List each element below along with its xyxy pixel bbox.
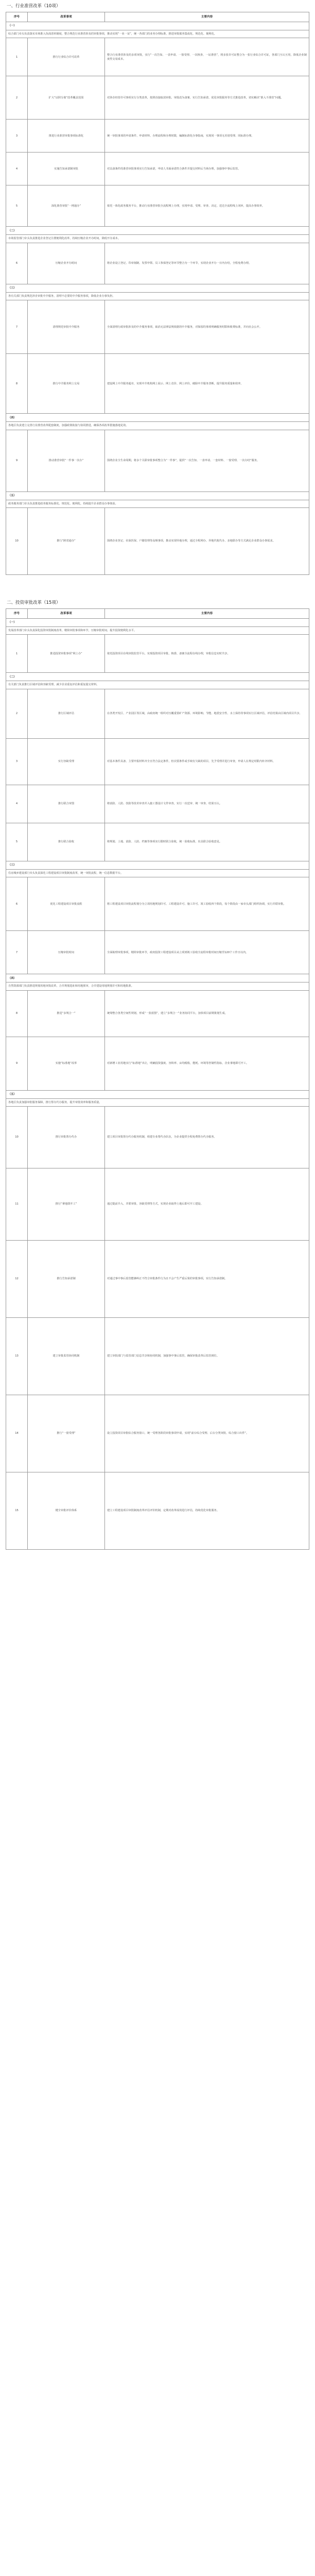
row-content: 建立项目审批帮办代办服务机制，组建专业帮代办队伍，为企业提供全程免费帮办代办服务。 <box>105 1107 309 1168</box>
row-reform: 实行容缺受理 <box>28 738 105 785</box>
row-content: 统一审批事项的申请条件、申请材料、办理流程和办理时限，编制标准化办事指南，实现同一事项无差别受理、同标准办理。 <box>105 120 309 152</box>
header-reform: 改革事项 <box>28 12 105 22</box>
group-label: （三） <box>6 284 309 292</box>
row-num: 4 <box>6 152 28 185</box>
row-reform: 推进投资审批事项“网上办” <box>28 635 105 673</box>
group-note: 有关部门负责推行区域评估和容缺受理，减少企业重复评估和重复提交材料。 <box>6 681 309 689</box>
group-note: 发展改革部门牵头负责深化投资审批制度改革，精简审批事项和环节，压缩审批时间，提升投资便利化水平。 <box>6 627 309 635</box>
row-num: 2 <box>6 689 28 738</box>
row-reform: 优化工程建设项目审批流程 <box>28 877 105 931</box>
row-num: 3 <box>6 738 28 785</box>
row-content: 将工程建设项目审批流程划分为立项用地规划许可、工程建设许可、施工许可、竣工验收四个阶段，每个阶段由一家牵头部门组织协调，实行并联审批。 <box>105 877 309 931</box>
table-row <box>6 354 309 414</box>
table-row <box>6 38 309 76</box>
group-note: 自然资源部门负责推进规划用地审批改革，合并规划选址和用地预审，合并建设用地规划许可和用地批准。 <box>6 982 309 990</box>
row-reform: 推行区域评估 <box>28 689 105 738</box>
table-row <box>6 243 309 284</box>
header-reform: 改革事项 <box>28 609 105 619</box>
header-num: 序号 <box>6 609 28 619</box>
row-num: 10 <box>6 508 28 575</box>
row-reform: 扩大“证照分离”改革覆盖范围 <box>28 76 105 120</box>
group-label: （一） <box>6 619 309 627</box>
row-num: 15 <box>6 1472 28 1550</box>
group-label: （四） <box>6 974 309 982</box>
row-num: 4 <box>6 785 28 823</box>
table-row <box>6 1168 309 1241</box>
group-label: （五） <box>6 1090 309 1098</box>
table-row <box>6 185 309 227</box>
row-reform: 压缩企业开办时间 <box>28 243 105 284</box>
table-row <box>6 931 309 974</box>
row-content: 建设网上中介服务超市，实现中介机构网上展示、网上竞价、网上评价，破除中介服务垄断，提升服务质量和效率。 <box>105 354 309 414</box>
row-reform: 推进行业准营审批事项标准化 <box>28 120 105 152</box>
table-row <box>6 1395 309 1472</box>
row-reform: 推行“一窗受理” <box>28 1395 105 1472</box>
header-content: 主要内容 <box>105 609 309 619</box>
row-reform: 健全审批评价体系 <box>28 1472 105 1550</box>
row-reform: 建立审批监管协同机制 <box>28 1318 105 1395</box>
row-num: 6 <box>6 877 28 931</box>
group-note: 各有关部门负责规范涉企审批中介服务，清理不必要的中介服务事项，降低企业办事负担。 <box>6 292 309 300</box>
row-reform: 推行中介服务网上交易 <box>28 354 105 414</box>
table-row <box>6 152 309 185</box>
row-num: 11 <box>6 1168 28 1241</box>
group-label: （三） <box>6 861 309 869</box>
group-note: 市场监管部门牵头负责推进企业登记注册便利化改革，持续压缩企业开办时间，降低开办成本。 <box>6 235 309 243</box>
table-row <box>6 120 309 152</box>
row-num: 7 <box>6 300 28 354</box>
row-reform: 实施告知承诺制审批 <box>28 152 105 185</box>
row-num: 10 <box>6 1107 28 1168</box>
row-reform: 推进“多规合一” <box>28 990 105 1037</box>
row-num: 8 <box>6 354 28 414</box>
row-reform: 清理规范审批中介服务 <box>28 300 105 354</box>
row-content: 将规划、土地、消防、人防、档案等事项实行限时联合验收，统一验收标准，出具联合验收意见。 <box>105 823 309 861</box>
group-note: 综合部门牵头负责落实市场准入负面清单制度，整合规范行业准营涉及的审批事项，推动实现“一业一证”，统一各部门的业务办理标准，推进审批服务集成化、规范化、便利化。 <box>6 30 309 38</box>
group-label: （一） <box>6 22 309 30</box>
table-header-row <box>6 12 309 22</box>
row-reform: 推行“跨省通办” <box>28 508 105 575</box>
row-content: 将消防、人防、技防等技术审查并入施工图设计文件审查，实行一次送审、统一审查、结果互认。 <box>105 785 309 823</box>
row-num: 1 <box>6 38 28 76</box>
row-reform: 压缩审批时间 <box>28 931 105 974</box>
table-header-row <box>6 609 309 619</box>
group-note: 住房城乡建设部门牵头负责深化工程建设项目审批制度改革，统一审批流程，统一信息数据平台。 <box>6 869 309 877</box>
table-row <box>6 689 309 738</box>
section-title: 一、行业准营改革（10项） <box>7 4 61 9</box>
table-row <box>6 76 309 120</box>
table-row <box>6 823 309 861</box>
row-content: 对通过事中事后监管能够纠正不符合审批条件行为且不会产生严重后果的审批事项，实行告知承诺制。 <box>105 1241 309 1318</box>
row-content: 整合行业准营涉及的多项审批，实行“一次告知、一表申请、一窗受理、一次核查、一证准营”，将多张许可证整合为一张行业综合许可证，各部门互认互用，降低企业制度性交易成本。 <box>105 38 309 76</box>
row-reform: 推行审批帮办代办 <box>28 1107 105 1168</box>
reform-table <box>6 12 309 575</box>
section-title: 二、投资审批改革（15项） <box>7 600 61 606</box>
row-num: 13 <box>6 1318 28 1395</box>
row-content: 全面清理行政审批涉及的中介服务事项，取消无法律法规依据的中介服务，对保留的事项明确服务时限和收费标准，并向社会公开。 <box>105 300 309 354</box>
row-num: 8 <box>6 990 28 1037</box>
row-content: 在各类开发区、产业园区等区域，由政府统一组织对压覆重要矿产资源、环境影响、节能、地震安全性、水土保持等事项实行区域评估，评估结果由区域内项目共享。 <box>105 689 309 738</box>
group-label: （二） <box>6 227 309 235</box>
row-reform: 推行“拿地即开工” <box>28 1168 105 1241</box>
group-note: 政务服务部门牵头负责推进政务服务标准化、规范化、便利化，持续提升企业群众办事体验。 <box>6 500 309 507</box>
table-row <box>6 785 309 823</box>
row-num: 7 <box>6 931 28 974</box>
table-row <box>6 430 309 492</box>
row-num: 14 <box>6 1395 28 1472</box>
row-content: 对基本条件具备、主要申报材料齐全且符合法定条件，但次要条件或手续有欠缺的项目，先予受理并进行审查，申请人在规定时限内补齐材料。 <box>105 738 309 785</box>
table-row <box>6 1472 309 1550</box>
row-num: 5 <box>6 823 28 861</box>
table-row <box>6 990 309 1037</box>
group-label: （五） <box>6 492 309 500</box>
header-num: 序号 <box>6 12 28 22</box>
row-content: 统筹整合各类空间性规划，形成“一张蓝图”，建立“多规合一”业务协同平台，加快项目前期策划生成。 <box>105 990 309 1037</box>
row-reform: 实施“标准地”改革 <box>28 1037 105 1090</box>
row-num: 1 <box>6 635 28 673</box>
row-num: 12 <box>6 1241 28 1318</box>
row-num: 3 <box>6 120 28 152</box>
group-note: 各地区负责加强审批服务保障，推行帮办代办服务，提升审批效率和服务质量。 <box>6 1098 309 1106</box>
row-content: 对新增工业用地实行“标准地”出让，明确投资强度、容积率、亩均税收、能耗、环境等控制性指标，企业拿地即可开工。 <box>105 1037 309 1090</box>
row-reform: 推行联合验收 <box>28 823 105 861</box>
row-content: 对具备条件的准营审批事项实行告知承诺，申请人书面承诺符合条件并提交材料后当场办理，加强事中事后监管。 <box>105 152 309 185</box>
table-row <box>6 738 309 785</box>
row-num: 9 <box>6 1037 28 1090</box>
row-content: 对涉企经营许可事项实行分类改革，按照直接取消审批、审批改为备案、实行告知承诺、优化审批服务等方式推进改革，切实解决“准入不准营”问题。 <box>105 76 309 120</box>
row-reform: 深化准营审批“一网通办” <box>28 185 105 227</box>
row-reform: 推行告知承诺制 <box>28 1241 105 1318</box>
group-label: （二） <box>6 673 309 681</box>
row-content: 设立投资项目审批综合服务窗口，统一受理各阶段审批事项申请，实现“前台综合受理、后台分类审批、综合窗口出件”。 <box>105 1395 309 1472</box>
table-row <box>6 1037 309 1090</box>
table-row <box>6 1318 309 1395</box>
row-content: 将企业设立登记、印章刻制、发票申领、员工参保登记等环节整合为一个环节，实现企业开办一日内办结，全程免费办理。 <box>105 243 309 284</box>
row-content: 建立工程建设项目审批制度改革评估评价机制，定期对改革成效进行评估，持续优化审批服务。 <box>105 1472 309 1550</box>
row-reform: 推行联合审图 <box>28 785 105 823</box>
row-content: 围绕企业登记、社保医保、户籍管理等高频事项，推动实现异地办理，通过全程网办、异地代收代办、多地联办等方式满足企业群众办事需求。 <box>105 508 309 575</box>
row-content: 建立审批部门与监管部门信息共享和协同机制，加强事中事后监管，确保审批改革后监管到位。 <box>105 1318 309 1395</box>
header-content: 主要内容 <box>105 12 309 22</box>
table-row <box>6 1107 309 1168</box>
group-label: （四） <box>6 414 309 422</box>
row-content: 通过提前介入、并联审批、容缺受理等方式，实现企业取得土地后即可开工建设。 <box>105 1168 309 1241</box>
row-content: 全面梳理审批事项，精简审批环节，政府投资工程建设项目从立项到竣工验收全流程审批时间压缩至120个工作日以内。 <box>105 931 309 974</box>
table-row <box>6 877 309 931</box>
row-content: 围绕企业全生命周期，将多个关联审批事项整合为“一件事”，提供“一次告知、一表申请、一套材料、一窗受理、一次办结”服务。 <box>105 430 309 492</box>
row-num: 9 <box>6 430 28 492</box>
row-num: 2 <box>6 76 28 120</box>
row-content: 依托一体化政务服务平台，推动行业准营审批全流程网上办理，实现申请、受理、审查、决定、送达全流程线上闭环，提高办事效率。 <box>105 185 309 227</box>
row-num: 5 <box>6 185 28 227</box>
table-row <box>6 1241 309 1318</box>
row-content: 依托投资项目在线审批监管平台，实现投资项目审批、核准、备案全流程在线办理，审批信息实时共享。 <box>105 635 309 673</box>
reform-table <box>6 608 309 1550</box>
row-reform: 推行行业综合许可改革 <box>28 38 105 76</box>
table-row <box>6 508 309 575</box>
row-reform: 推动准营审批“一件事一次办” <box>28 430 105 492</box>
group-note: 各地区负责建立完善行业准营改革配套制度，加强政策衔接与协同推进，确保各项改革措施落地见效。 <box>6 422 309 430</box>
table-row <box>6 635 309 673</box>
row-num: 6 <box>6 243 28 284</box>
table-row <box>6 300 309 354</box>
